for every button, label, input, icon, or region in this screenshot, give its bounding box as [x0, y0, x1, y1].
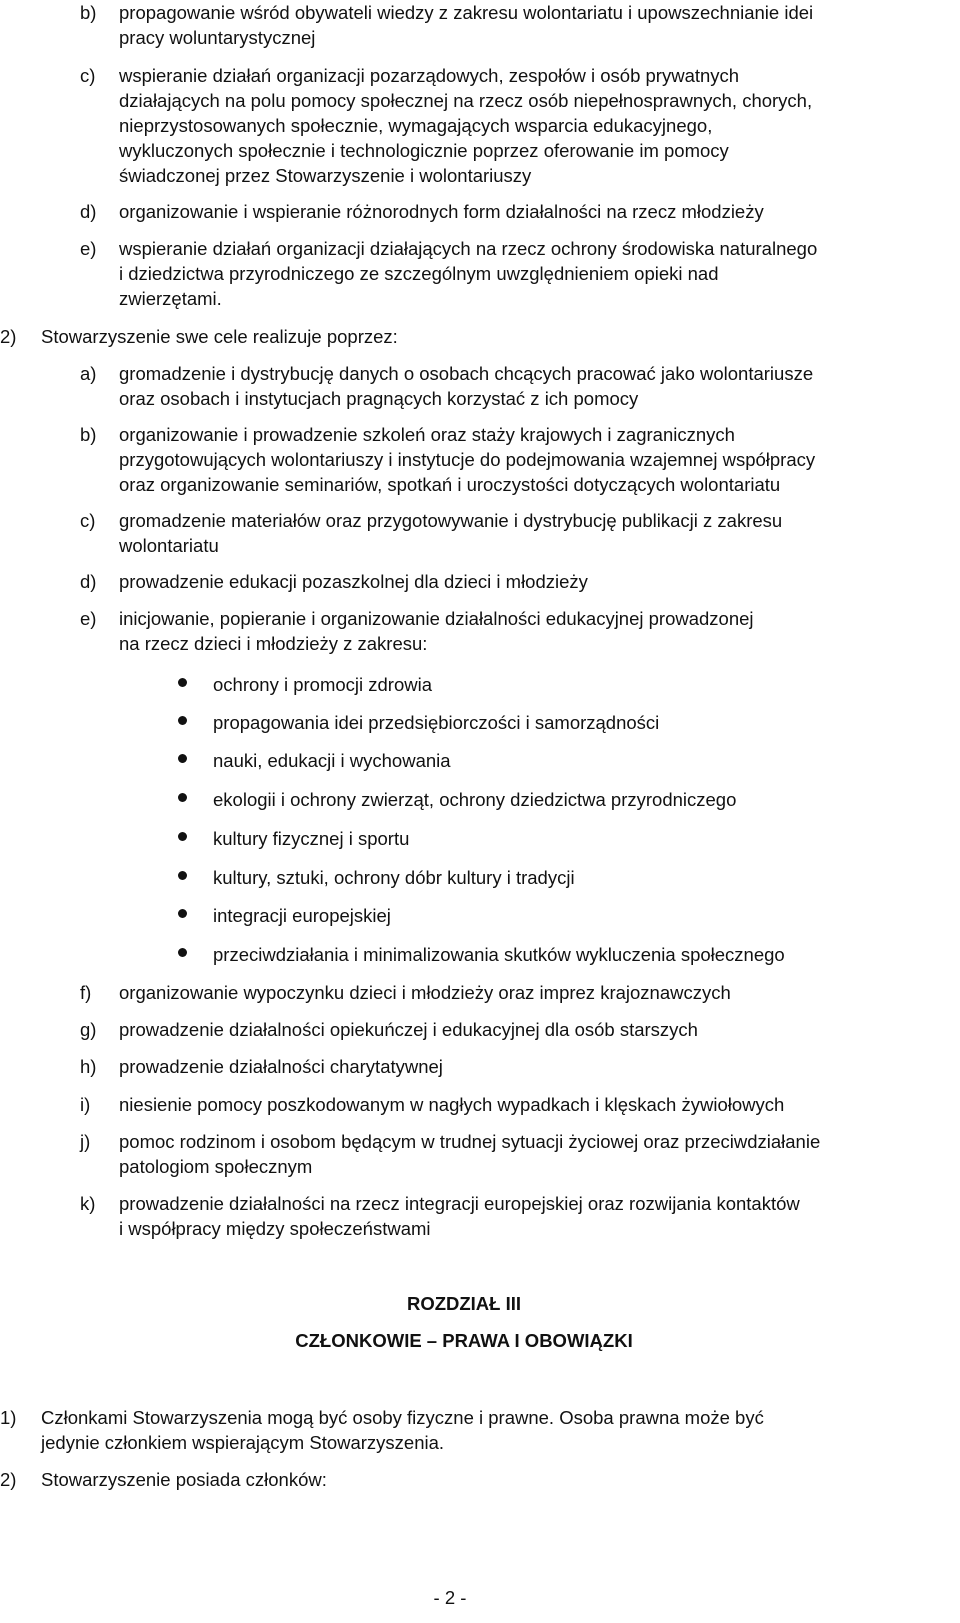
- list-item-line: pomoc rodzinom i osobom będącym w trudnej sytuacji życiowej oraz przeciwdziałanie: [119, 1131, 821, 1152]
- list-item-label: d): [80, 201, 97, 222]
- point-text: Stowarzyszenie swe cele realizuje poprzez:: [41, 326, 398, 347]
- bullet-text: przeciwdziałania i minimalizowania skutków wykluczenia społecznego: [213, 944, 785, 965]
- list-item-label: a): [80, 363, 97, 384]
- list-item-line: prowadzenie edukacji pozaszkolnej dla dzieci i młodzieży: [119, 571, 588, 592]
- list-item-line: wspieranie działań organizacji działających na rzecz ochrony środowiska naturalnego: [119, 238, 818, 259]
- list-item-label: c): [80, 65, 96, 86]
- list-item-label: c): [80, 510, 96, 531]
- list-item-label: f): [80, 982, 92, 1003]
- point-line: jedynie członkiem wspierającym Stowarzyszenia.: [41, 1432, 445, 1453]
- bullet-icon: [176, 787, 190, 801]
- list-item-line: organizowanie i wspieranie różnorodnych form działalności na rzecz młodzieży: [119, 201, 764, 222]
- point-label: 1): [0, 1407, 17, 1428]
- list-item-line: nieprzystosowanych społecznie, wymagających wsparcia edukacyjnego,: [119, 115, 713, 136]
- list-item-line: prowadzenie działalności na rzecz integracji europejskiej oraz rozwijania kontaktów: [119, 1193, 800, 1214]
- list-item-line: prowadzenie działalności charytatywnej: [119, 1056, 443, 1077]
- list-item-line: i współpracy między społeczeństwami: [119, 1218, 431, 1239]
- bullet-text: kultury, sztuki, ochrony dóbr kultury i tradycji: [213, 867, 575, 888]
- bullet-text: kultury fizycznej i sportu: [213, 828, 410, 849]
- bullet-text: propagowania idei przedsiębiorczości i samorządności: [213, 712, 660, 733]
- list-item-label: k): [80, 1193, 96, 1214]
- list-item-label: e): [80, 238, 97, 259]
- list-item-line: oraz organizowanie seminariów, spotkań i uroczystości dotyczących wolontariatu: [119, 474, 781, 495]
- point-line: Stowarzyszenie posiada członków:: [41, 1469, 327, 1490]
- list-item-line: działających na polu pomocy społecznej na rzecz osób niepełnosprawnych, chorych,: [119, 90, 813, 111]
- list-item-line: niesienie pomocy poszkodowanym w nagłych wypadkach i klęskach żywiołowych: [119, 1094, 785, 1115]
- list-item-label: d): [80, 571, 97, 592]
- list-item-line: świadczonej przez Stowarzyszenie i wolontariuszy: [119, 165, 532, 186]
- list-item-line: organizowanie i prowadzenie szkoleń oraz staży krajowych i zagranicznych: [119, 424, 735, 445]
- bullet-icon: [176, 903, 190, 917]
- point-label: 2): [0, 1469, 17, 1490]
- list-item-line: na rzecz dzieci i młodzieży z zakresu:: [119, 633, 428, 654]
- bullet-text: ekologii i ochrony zwierząt, ochrony dziedzictwa przyrodniczego: [213, 789, 737, 810]
- list-item-line: i dziedzictwa przyrodniczego ze szczególnym uwzględnieniem opieki nad: [119, 263, 719, 284]
- bullet-icon: [176, 865, 190, 879]
- page-number: - 2 -: [433, 1587, 467, 1608]
- bullet-icon: [176, 826, 190, 840]
- list-item-line: gromadzenie i dystrybucję danych o osobach chcących pracować jako wolontariusze: [119, 363, 814, 384]
- list-item-line: zwierzętami.: [119, 288, 222, 309]
- point-label: 2): [0, 326, 17, 347]
- list-item-line: przygotowujących wolontariuszy i instytucje do podejmowania wzajemnej współpracy: [119, 449, 816, 470]
- list-item-label: g): [80, 1019, 97, 1040]
- list-item-line: organizowanie wypoczynku dzieci i młodzieży oraz imprez krajoznawczych: [119, 982, 731, 1003]
- bullet-icon: [176, 942, 190, 956]
- list-item-label: b): [80, 424, 97, 445]
- point-line: Członkami Stowarzyszenia mogą być osoby fizyczne i prawne. Osoba prawna może być: [41, 1407, 764, 1428]
- list-item-line: pracy woluntarystycznej: [119, 27, 316, 48]
- list-item-line: gromadzenie materiałów oraz przygotowywanie i dystrybucję publikacji z zakresu: [119, 510, 783, 531]
- list-item-line: patologiom społecznym: [119, 1156, 313, 1177]
- chapter-title: ROZDZIAŁ III: [406, 1293, 522, 1314]
- list-item-line: oraz osobach i instytucjach pragnących korzystać z ich pomocy: [119, 388, 639, 409]
- list-item-line: prowadzenie działalności opiekuńczej i edukacyjnej dla osób starszych: [119, 1019, 698, 1040]
- list-item-line: propagowanie wśród obywateli wiedzy z zakresu wolontariatu i upowszechnianie idei: [119, 2, 814, 23]
- list-item-line: wspieranie działań organizacji pozarządowych, zespołów i osób prywatnych: [119, 65, 740, 86]
- list-item-label: b): [80, 2, 97, 23]
- list-item-label: j): [80, 1131, 91, 1152]
- list-item-line: inicjowanie, popieranie i organizowanie działalności edukacyjnej prowadzonej: [119, 608, 754, 629]
- list-item-label: i): [80, 1094, 91, 1115]
- bullet-text: ochrony i promocji zdrowia: [213, 674, 433, 695]
- list-item-line: wykluczonych społecznie i technologicznie poprzez oferowanie im pomocy: [119, 140, 729, 161]
- bullet-icon: [176, 748, 190, 762]
- chapter-subtitle: CZŁONKOWIE – PRAWA I OBOWIĄZKI: [295, 1330, 633, 1351]
- bullet-text: integracji europejskiej: [213, 905, 391, 926]
- bullet-icon: [176, 672, 190, 686]
- list-item-label: e): [80, 608, 97, 629]
- list-item-line: wolontariatu: [119, 535, 219, 556]
- list-item-label: h): [80, 1056, 97, 1077]
- bullet-icon: [176, 710, 190, 724]
- bullet-text: nauki, edukacji i wychowania: [213, 750, 451, 771]
